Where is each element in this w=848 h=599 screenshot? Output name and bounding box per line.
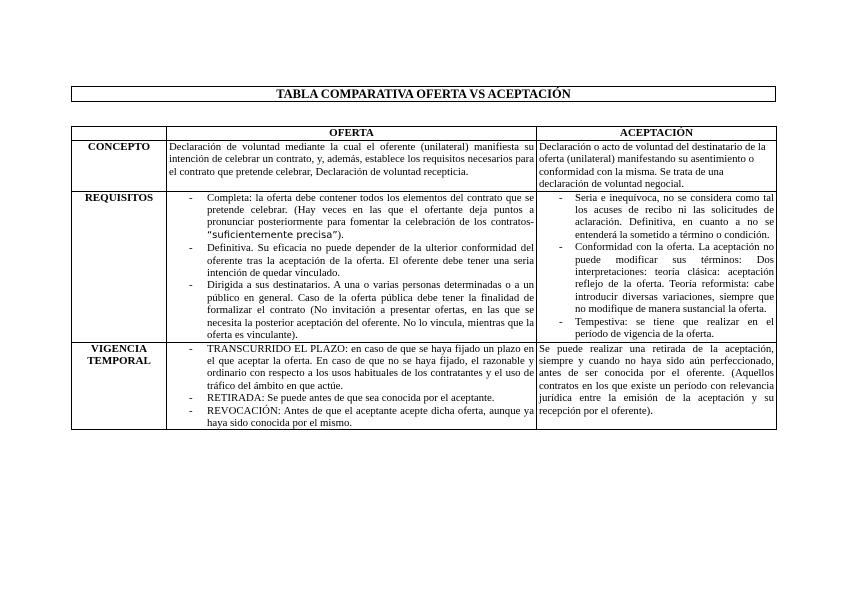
list-item: - TRANSCURRIDO EL PLAZO: en caso de que se haya fijado un plazo en el que aceptar la oferta. En caso de que no se haya fijado, el razonable y ordinario con respecto a los usos habituales de los contratantes y el uso de tráfico del ámbito en que actúe. [169,343,534,393]
list-item: - Seria e inequívoca, no se considera como tal los acuses de recibo ni las solicitudes de aclaración. Definitiva, en cuanto a no se entenderá la sometido a término o condición. [539,192,774,242]
header-aceptacion: ACEPTACIÓN [537,127,777,141]
vigencia-aceptacion-cell: Se puede realizar una retirada de la aceptación, siempre y cuando no haya sido aún perfeccionado, antes de ser conocida por el oferente. (Aquellos contratos en los que existe un período con relevancia jurídica entre la emisión de la aceptación y su recepción por el oferente). [537,342,777,430]
row-label-requisitos: REQUISITOS [72,191,167,342]
requisitos-oferta-cell [167,191,537,342]
list-item-emphasis: “suficientemente precisa” [207,229,338,241]
requisitos-aceptacion-list [539,192,774,341]
list-item: - RETIRADA: Se puede antes de que sea conocida por el aceptante. [169,392,534,404]
comparison-table [71,126,777,430]
list-item: - Conformidad con la oferta. La aceptación no puede modificar sus términos: Dos interpretaciones: teoría clásica: aceptación reflejo de la oferta. Teoría reformista: cabe introducir diversas variaciones, siempre que no modifique de manera sustancial la oferta. [539,241,774,315]
concepto-aceptacion-cell: Declaración o acto de voluntad del destinatario de la oferta (unilateral) manifestando su asentimiento o conformidad con la misma. Se trata de una declaración de voluntad negocial. [537,141,777,192]
row-concepto [72,141,777,192]
row-requisitos [72,191,777,342]
vigencia-oferta-list [169,343,534,430]
requisitos-oferta-list [169,192,534,342]
vigencia-oferta-cell [167,342,537,430]
list-item: - Definitiva. Su eficacia no puede depender de la ulterior conformidad del oferente tras la aceptación de la oferta. El oferente debe tener una seria intención de quedar vinculado. [169,242,534,279]
header-empty-cell [72,127,167,141]
requisitos-aceptacion-cell [537,191,777,342]
list-item: - REVOCACIÓN: Antes de que el aceptante acepte dicha oferta, aunque ya haya sido conocida por el mismo. [169,405,534,430]
list-item-text: Completa: la oferta debe contener todos los elementos del contrato que se pretende celebrar. (Hay veces en las que el ofertante deja puntos a pronunciar posteriormente para fomentar la celebración de los contratos- [207,191,534,229]
header-row [72,127,777,141]
page-title: TABLA COMPARATIVA OFERTA VS ACEPTACIÓN [71,86,776,102]
list-item: - Tempestiva: se tiene que realizar en el período de vigencia de la oferta. [539,316,774,341]
row-label-concepto: CONCEPTO [72,141,167,192]
header-oferta: OFERTA [167,127,537,141]
list-item [169,192,534,243]
row-vigencia [72,342,777,430]
concepto-oferta-cell: Declaración de voluntad mediante la cual el oferente (unilateral) manifiesta su intención de celebrar un contrato, y, además, establece los requisitos necesarios para el contrato que pretende celebrar, Declaración de voluntad recepticia. [167,141,537,192]
list-item: - Dirigida a sus destinatarios. A una o varias personas determinadas o a un público en general. Caso de la oferta pública debe tener la finalidad de formalizar el contrato (No invitación a presentar ofertas, en las que se necesita la posterior aceptación del oferente. No lo vincula, mientras que la oferta es vinculante). [169,279,534,341]
list-item-text: ). [337,228,344,241]
row-label-vigencia: VIGENCIA TEMPORAL [72,342,167,430]
